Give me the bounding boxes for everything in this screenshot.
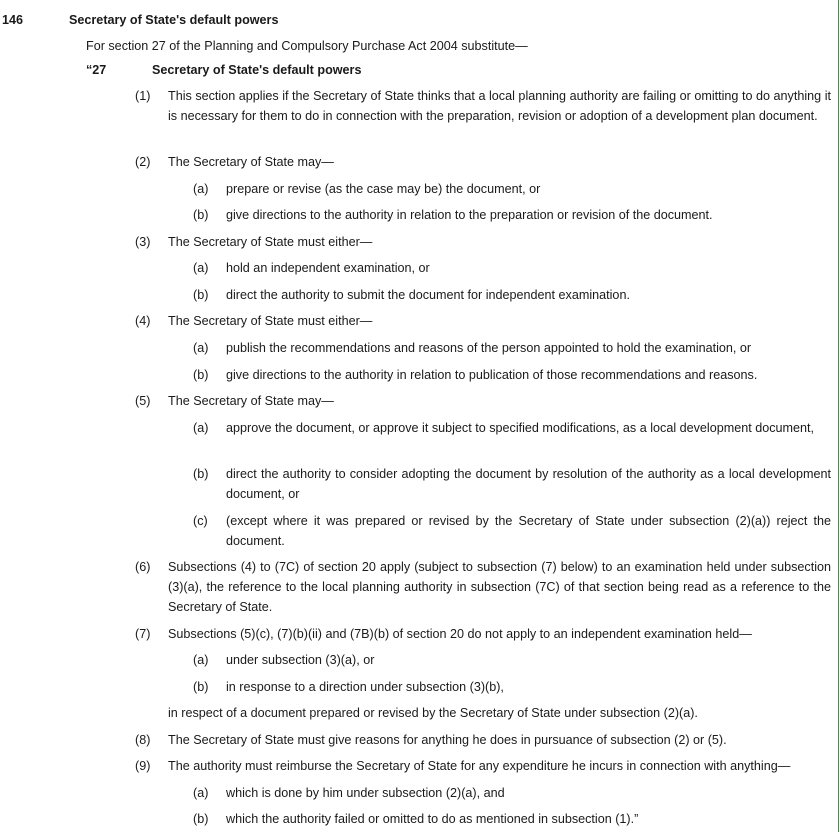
section-number: 146 [2, 13, 24, 27]
paragraph-label: (a) [193, 653, 209, 667]
section-intro: For section 27 of the Planning and Compulsory Purchase Act 2004 substitute— [86, 39, 528, 53]
subsection-label: (5) [135, 394, 151, 408]
subsection-label: (4) [135, 314, 151, 328]
paragraph-text: prepare or revise (as the case may be) the document, or [226, 182, 541, 196]
paragraph-label: (b) [193, 288, 209, 302]
paragraph-label: (b) [193, 680, 209, 694]
paragraph-label: (a) [193, 786, 209, 800]
paragraph-text: under subsection (3)(a), or [226, 653, 375, 667]
subsection-label: (7) [135, 627, 151, 641]
closing-text: in respect of a document prepared or revised by the Secretary of State under subsection (2)(a). [168, 706, 698, 720]
page-edge-rule [838, 0, 839, 832]
paragraph-label: (a) [193, 421, 209, 435]
subsection-text: The authority must reimburse the Secretary of State for any expenditure he incurs in connection with anything— [168, 759, 791, 773]
subsection-text: Subsections (4) to (7C) of section 20 apply (subject to subsection (7) below) to an examination held under subsection (3)(a), the reference to the local planning authority in subsection (7C) of that section being read as a reference to the Secretary of State. [168, 560, 831, 614]
subsection-label: (9) [135, 759, 151, 773]
paragraph-label: (b) [193, 467, 209, 481]
paragraph-text: which the authority failed or omitted to do as mentioned in subsection (1).” [226, 812, 639, 826]
subsection-text: This section applies if the Secretary of State thinks that a local planning authority are failing or omitting to do anything it is necessary for them to do in connection with the preparation, revision or adoption of a development plan document. [168, 89, 831, 123]
subsection-label: (2) [135, 155, 151, 169]
subsection-text: The Secretary of State must either— [168, 314, 373, 328]
paragraph-label: (a) [193, 261, 209, 275]
subsection-label: (3) [135, 235, 151, 249]
paragraph-label: (b) [193, 368, 209, 382]
paragraph-label: (a) [193, 182, 209, 196]
subsection-label: (8) [135, 733, 151, 747]
paragraph-label: (a) [193, 341, 209, 355]
subsection-text: Subsections (5)(c), (7)(b)(ii) and (7B)(b) of section 20 do not apply to an independent examination held— [168, 627, 752, 641]
paragraph-text: give directions to the authority in relation to the preparation or revision of the document. [226, 208, 713, 222]
paragraph-text: direct the authority to consider adopting the document by resolution of the authority as a local development document, or [226, 467, 831, 501]
paragraph-label: (c) [193, 514, 208, 528]
paragraph-text: in response to a direction under subsection (3)(b), [226, 680, 504, 694]
paragraph-text: (except where it was prepared or revised by the Secretary of State under subsection (2)(a)) reject the document. [226, 514, 831, 548]
paragraph-text: hold an independent examination, or [226, 261, 430, 275]
subsection-label: (6) [135, 560, 151, 574]
section-heading: Secretary of State's default powers [69, 13, 279, 27]
paragraph-text: direct the authority to submit the document for independent examination. [226, 288, 630, 302]
paragraph-text: give directions to the authority in relation to publication of those recommendations and reasons. [226, 368, 758, 382]
subsection-text: The Secretary of State may— [168, 394, 334, 408]
paragraph-text: approve the document, or approve it subject to specified modifications, as a local development document, [226, 421, 815, 435]
inserted-section-heading: Secretary of State's default powers [152, 63, 362, 77]
paragraph-label: (b) [193, 812, 209, 826]
paragraph-label: (b) [193, 208, 209, 222]
subsection-text: The Secretary of State must either— [168, 235, 373, 249]
paragraph-text: which is done by him under subsection (2)(a), and [226, 786, 505, 800]
subsection-text: The Secretary of State may— [168, 155, 334, 169]
inserted-section-number: “27 [86, 63, 107, 77]
subsection-text: The Secretary of State must give reasons for anything he does in pursuance of subsection (2) or (5). [168, 733, 727, 747]
subsection-label: (1) [135, 89, 151, 103]
paragraph-text: publish the recommendations and reasons of the person appointed to hold the examination, or [226, 341, 752, 355]
